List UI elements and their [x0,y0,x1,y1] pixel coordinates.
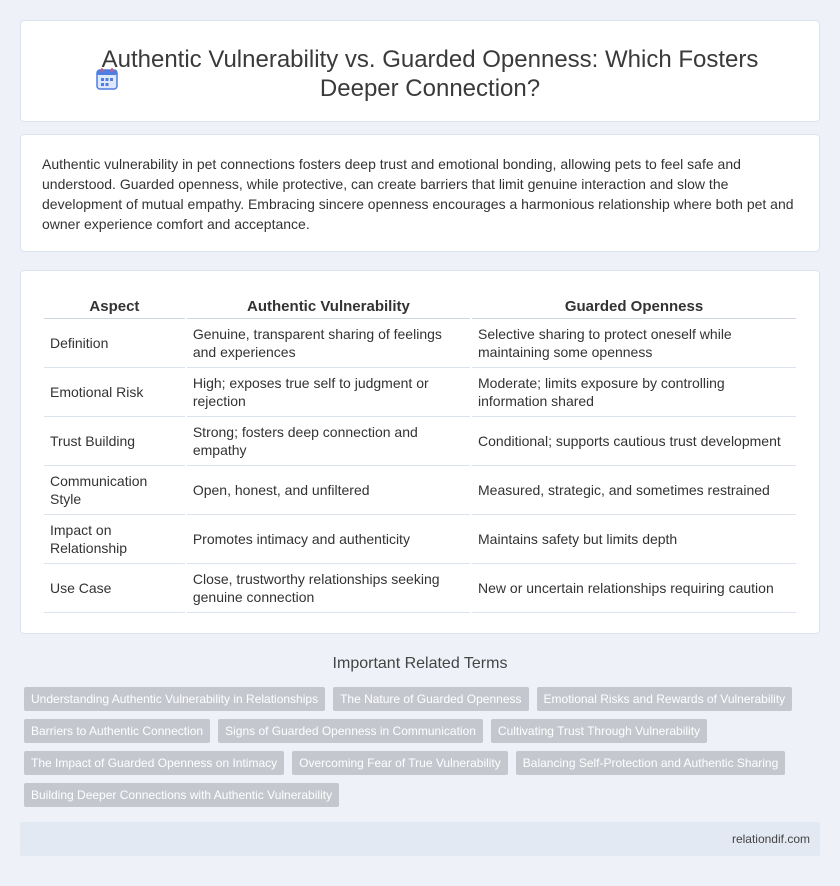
header-authentic-vulnerability: Authentic Vulnerability [187,295,470,319]
header-guarded-openness: Guarded Openness [472,295,796,319]
table-row [44,466,796,515]
cell-aspect: Impact on Relationship [44,515,185,564]
table-row [44,417,796,466]
cell-authentic: Strong; fosters deep connection and empathy [187,417,470,466]
cell-aspect: Definition [44,319,185,368]
intro-text: Authentic vulnerability in pet connections fosters deep trust and emotional bonding, allowing pets to feel safe and understood. Guarded openness, while protective, can create barriers that limit genuine interaction and slow the development of mutual empathy. Embracing sincere openness encourages a harmonious relationship where both pet and owner experience comfort and acceptance. [42,156,794,232]
cell-guarded: Measured, strategic, and sometimes restrained [472,466,796,515]
footer [20,822,820,856]
related-term-tag[interactable]: Understanding Authentic Vulnerability in Relationships [24,687,325,711]
cell-guarded: Conditional; supports cautious trust development [472,417,796,466]
cell-aspect: Trust Building [44,417,185,466]
cell-authentic: Genuine, transparent sharing of feelings and experiences [187,319,470,368]
cell-guarded: Moderate; limits exposure by controlling information shared [472,368,796,417]
cell-aspect: Communication Style [44,466,185,515]
table-row [44,515,796,564]
related-terms-list [24,687,804,807]
title-card [20,20,820,122]
table-row [44,368,796,417]
related-term-tag[interactable]: Signs of Guarded Openness in Communication [218,719,483,743]
related-term-tag[interactable]: Building Deeper Connections with Authentic Vulnerability [24,783,339,807]
page-title: Authentic Vulnerability vs. Guarded Openness: Which Fosters Deeper Connection? [101,46,759,102]
cell-guarded: New or uncertain relationships requiring caution [472,564,796,613]
related-term-tag[interactable]: Cultivating Trust Through Vulnerability [491,719,707,743]
cell-aspect: Emotional Risk [44,368,185,417]
cell-guarded: Maintains safety but limits depth [472,515,796,564]
related-term-tag[interactable]: The Impact of Guarded Openness on Intimacy [24,751,284,775]
intro-card [20,134,820,252]
table-header-row [44,295,796,319]
related-term-tag[interactable]: The Nature of Guarded Openness [333,687,528,711]
table-row [44,319,796,368]
cell-aspect: Use Case [44,564,185,613]
footer-site-link[interactable]: relationdif.com [731,832,810,846]
cell-guarded: Selective sharing to protect oneself while maintaining some openness [472,319,796,368]
cell-authentic: Close, trustworthy relationships seeking genuine connection [187,564,470,613]
cell-authentic: Open, honest, and unfiltered [187,466,470,515]
table-row [44,564,796,613]
related-terms-title: Important Related Terms [332,655,508,672]
header-aspect: Aspect [44,295,185,319]
related-term-tag[interactable]: Emotional Risks and Rewards of Vulnerability [537,687,793,711]
comparison-card [20,270,820,634]
cell-authentic: Promotes intimacy and authenticity [187,515,470,564]
cell-authentic: High; exposes true self to judgment or rejection [187,368,470,417]
related-term-tag[interactable]: Overcoming Fear of True Vulnerability [292,751,508,775]
related-term-tag[interactable]: Balancing Self-Protection and Authentic Sharing [516,751,786,775]
comparison-table [42,295,798,613]
related-term-tag[interactable]: Barriers to Authentic Connection [24,719,210,743]
